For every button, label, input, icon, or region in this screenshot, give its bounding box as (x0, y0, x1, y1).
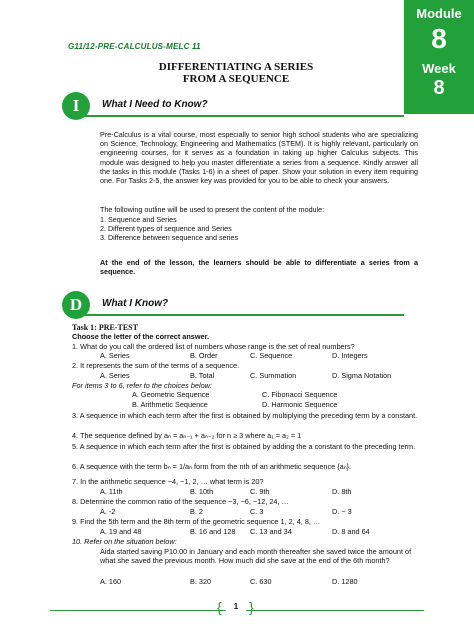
option: C. Sequence (250, 351, 293, 360)
page-title (120, 61, 352, 85)
week-label: Week (422, 61, 456, 76)
title-line-1: DIFFERENTIATING A SERIES (158, 61, 314, 73)
question-6: 6. A sequence with the term bₙ = 1/aₙ form from the nth of an arithmetic sequence {aₙ}. (72, 462, 352, 471)
section-d-heading: What I Know? (102, 298, 169, 309)
refer-note: For items 3 to 6, refer to the choices below: (72, 381, 212, 390)
question-9: 9. Find the 5th term and the 8th term of the geometric sequence 1, 2, 4, 8, … (72, 517, 321, 526)
module-number: 8 (431, 23, 447, 54)
task-instruction: Choose the letter of the correct answer. (72, 332, 210, 341)
option: B. Order (190, 351, 218, 360)
week-number: 8 (433, 77, 445, 99)
section-i-badge: I (62, 92, 90, 120)
option: A. 160 (100, 577, 122, 586)
title-line-2: FROM A SEQUENCE (182, 73, 290, 85)
choice: D. Harmonic Sequence (262, 400, 338, 409)
choice: A. Geometric Sequence (132, 390, 210, 399)
question-3: 3. A sequence in which each term after the first is obtained by multiplying the preceding term by a constant. (72, 411, 418, 420)
question-4: 4. The sequence defined by aₙ = aₙ₋₁ + aₙ₋₂ for n ≥ 3 where a₁ = a₂ = 1 (72, 431, 302, 440)
section-i-header (70, 97, 404, 117)
intro-text: Pre-Calculus is a vital course, most especially to senior high school students who are specializing on Science, Technology, Engineering and Mathematics (STEM). It is highly relevant, particularly on engineering courses, for it serves as a foundation in taking up higher Calculus subjects. This module was designed to help you master differentiate a series from a sequence. Kindly answer all the tasks in this module (Tasks 1-6) in a sheet of paper. Show your solution in every item requiring one. For Tasks 2-5, the answer key was provided for you to be able to check your answers. (100, 130, 418, 186)
left-brace-icon: { (217, 599, 222, 615)
course-code: G11/12-PRE-CALCULUS-MELC 11 (68, 42, 201, 51)
question-7-options (72, 487, 418, 497)
question-2-options (72, 371, 418, 381)
outline-intro (72, 205, 418, 214)
question-10-body: Aida started saving P10.00 in January and each month thereafter she saved twice the amount of what she saved the previous month. How much did she save at the end of the 6th month? (100, 547, 412, 566)
option: B. Total (190, 371, 215, 380)
choice: C. Fibonacci Sequence (262, 390, 338, 399)
choice: B. Arithmetic Sequence (132, 400, 208, 409)
outline-intro-text: The following outline will be used to present the content of the module: (100, 205, 325, 214)
option: B. 320 (190, 577, 212, 586)
question-7: 7. In the arithmetic sequence −4, −1, 2, … what term is 20? (72, 477, 264, 486)
section-i-heading: What I Need to Know? (102, 99, 208, 110)
outline-list (100, 215, 238, 243)
question-8: 8. Determine the common ratio of the sequence −3, −6, −12, 24, … (72, 497, 289, 506)
page-number: 1 (226, 602, 246, 611)
option: D. 8 and 64 (332, 527, 370, 536)
question-8-options (72, 507, 418, 517)
intro-paragraph (72, 130, 418, 185)
option: D. Sigma Notation (332, 371, 392, 380)
right-brace-icon: } (249, 599, 254, 615)
option: A. 19 and 48 (100, 527, 142, 536)
task-title: Task 1: PRE-TEST (72, 323, 138, 332)
section-d-header (70, 296, 404, 316)
option: C. 13 and 34 (250, 527, 292, 536)
question-10-options (72, 577, 418, 587)
option: D. 1280 (332, 577, 358, 586)
option: C. Summation (250, 371, 297, 380)
module-label: Module (416, 6, 462, 21)
option: A. 11th (100, 487, 123, 496)
option: B. 16 and 128 (190, 527, 236, 536)
option: C. 9th (250, 487, 270, 496)
end-paragraph (72, 258, 418, 276)
question-2: 2. It represents the sum of the terms of a sequence. (72, 361, 240, 370)
outline-item: 1. Sequence and Series (100, 215, 177, 224)
option: B. 10th (190, 487, 214, 496)
option: D. − 3 (332, 507, 352, 516)
outline-item: 2. Different types of sequence and Series (100, 224, 232, 234)
option: A. Series (100, 351, 130, 360)
option: D. 8th (332, 487, 352, 496)
option: B. 2 (190, 507, 203, 516)
module-week-badge (404, 0, 474, 114)
question-10: 10. Refer on the situation below: (72, 537, 177, 546)
choices-block (72, 390, 418, 410)
question-9-options (72, 527, 418, 537)
option: C. 3 (250, 507, 264, 516)
section-d-badge: D (62, 291, 90, 319)
option: C. 630 (250, 577, 272, 586)
question-1: 1. What do you call the ordered list of numbers whose range is the set of real numbers? (72, 342, 355, 351)
end-text: At the end of the lesson, the learners should be able to differentiate a series from a sequence. (100, 258, 418, 277)
outline-item: 3. Difference between sequence and series (100, 233, 239, 243)
option: D. Integers (332, 351, 368, 360)
option: A. -2 (100, 507, 116, 516)
question-1-options (72, 351, 418, 361)
option: A. Series (100, 371, 130, 380)
question-5: 5. A sequence in which each term after the first is obtained by adding the a constant to the preceding term. (72, 442, 416, 451)
